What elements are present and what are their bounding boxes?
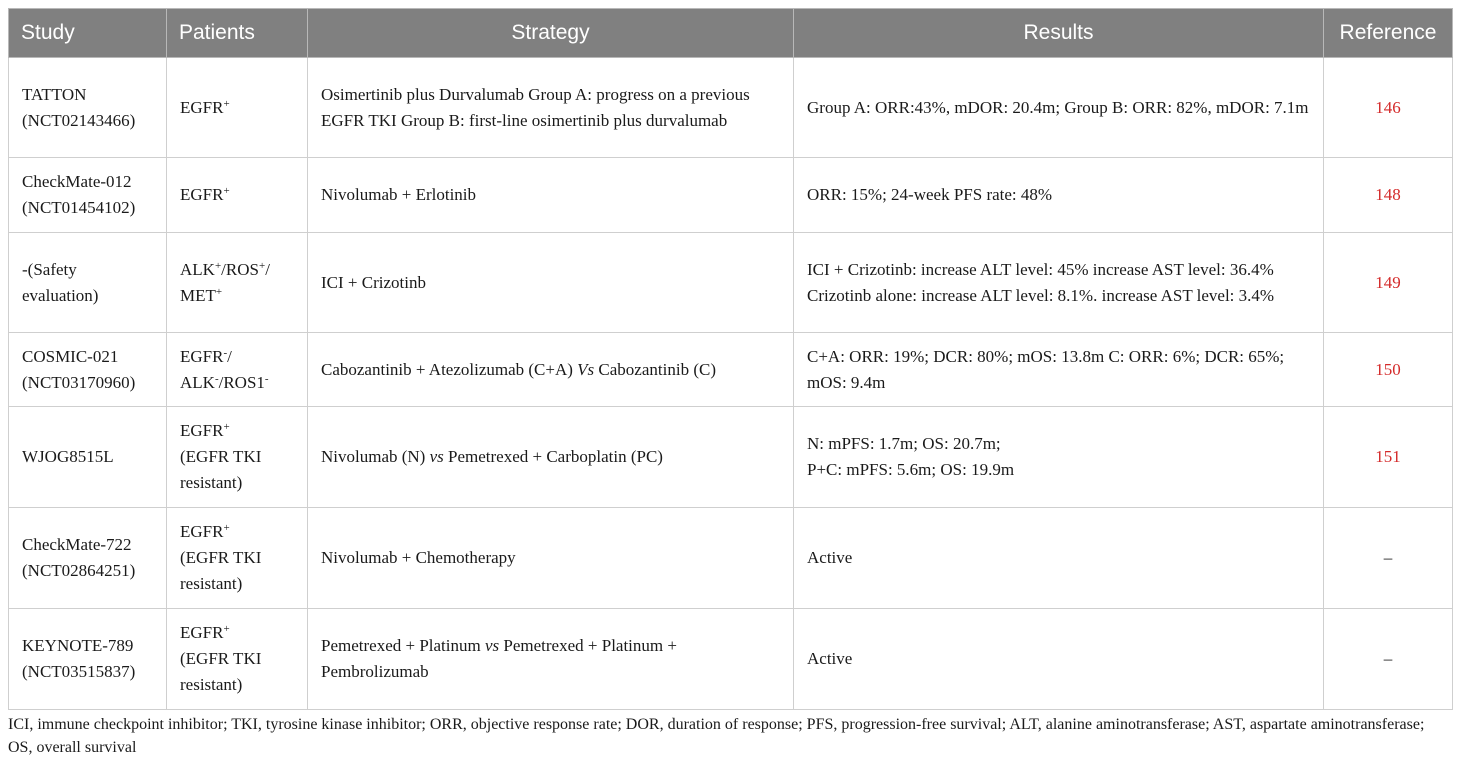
patients-marker: + [223,623,230,635]
patients-cell: EGFR+ (EGFR TKI resistant) [167,508,308,609]
table-body [9,58,1453,710]
reference-link[interactable]: 150 [1324,333,1453,407]
table-row [9,609,1453,710]
patients-marker: + [214,259,222,272]
header-row [9,9,1453,58]
table-row [9,58,1453,158]
strategy-cell: Pemetrexed + Platinum vs Pemetrexed + Platinum + Pembrolizumab [308,609,794,710]
patients-marker: - [223,346,228,359]
results-cell: ICI + Crizotinb: increase ALT level: 45% increase AST level: 36.4% Crizotinb alone: increase ALT level: 8.1%. increase AST level: 3.4% [794,233,1324,333]
patients-cell: EGFR-/ ALK-/ROS1- [167,333,308,407]
header-patients: Patients [167,9,308,58]
results-cell: Active [794,508,1324,609]
table-row [9,333,1453,407]
table-row [9,508,1453,609]
study-table [8,8,1453,710]
patients-marker: - [214,372,219,385]
reference-link[interactable]: 149 [1324,233,1453,333]
strategy-italic: Vs [577,359,595,379]
patients-cell: ALK+/ROS+/ MET+ [167,233,308,333]
patients-marker: + [223,97,230,110]
study-cell: KEYNOTE-789 (NCT03515837) [9,609,167,710]
patients-marker: + [223,421,230,433]
strategy-italic: vs [429,447,444,466]
patients-marker: + [258,259,266,272]
strategy-cell: Cabozantinib + Atezolizumab (C+A) Vs Cabozantinib (C) [308,333,794,407]
reference-link[interactable]: 148 [1324,158,1453,233]
results-cell: Active [794,609,1324,710]
study-cell: -(Safety evaluation) [9,233,167,333]
strategy-cell: Nivolumab + Chemotherapy [308,508,794,609]
strategy-cell: Nivolumab (N) vs Pemetrexed + Carboplatin (PC) [308,407,794,508]
results-cell: N: mPFS: 1.7m; OS: 20.7m; P+C: mPFS: 5.6m; OS: 19.9m [794,407,1324,508]
reference-cell: – [1324,508,1453,609]
patients-marker: - [264,372,269,385]
strategy-italic: vs [484,636,500,655]
header-strategy: Strategy [308,9,794,58]
patients-cell: EGFR+ [167,58,308,158]
reference-link[interactable]: 146 [1324,58,1453,158]
study-table-container [8,8,1452,710]
patients-marker: + [223,185,230,197]
reference-cell: – [1324,609,1453,710]
table-row [9,407,1453,508]
patients-marker: + [223,522,230,534]
study-cell: CheckMate-012 (NCT01454102) [9,158,167,233]
study-cell: WJOG8515L [9,407,167,508]
table-row [9,233,1453,333]
header-study: Study [9,9,167,58]
strategy-cell: Nivolumab + Erlotinib [308,158,794,233]
patients-cell: EGFR+ (EGFR TKI resistant) [167,407,308,508]
table-row [9,158,1453,233]
results-cell: C+A: ORR: 19%; DCR: 80%; mOS: 13.8m C: ORR: 6%; DCR: 65%; mOS: 9.4m [794,333,1324,407]
reference-link[interactable]: 151 [1324,407,1453,508]
header-results: Results [794,9,1324,58]
study-cell: TATTON (NCT02143466) [9,58,167,158]
header-reference: Reference [1324,9,1453,58]
table-footnote: ICI, immune checkpoint inhibitor; TKI, tyrosine kinase inhibitor; ORR, objective response rate; DOR, duration of response; PFS, progression-free survival; ALT, alanine aminotransferase; AST, aspartate aminotransferase; OS, overall survival [8,716,1425,756]
study-cell: CheckMate-722 (NCT02864251) [9,508,167,609]
patients-cell: EGFR+ [167,158,308,233]
strategy-cell: ICI + Crizotinb [308,233,794,333]
patients-marker: + [215,285,223,298]
study-cell: COSMIC-021 (NCT03170960) [9,333,167,407]
results-cell: Group A: ORR:43%, mDOR: 20.4m; Group B: ORR: 82%, mDOR: 7.1m [794,58,1324,158]
patients-cell: EGFR+ (EGFR TKI resistant) [167,609,308,710]
strategy-cell: Osimertinib plus Durvalumab Group A: progress on a previous EGFR TKI Group B: first-line osimertinib plus durvalumab [308,58,794,158]
results-cell: ORR: 15%; 24-week PFS rate: 48% [794,158,1324,233]
